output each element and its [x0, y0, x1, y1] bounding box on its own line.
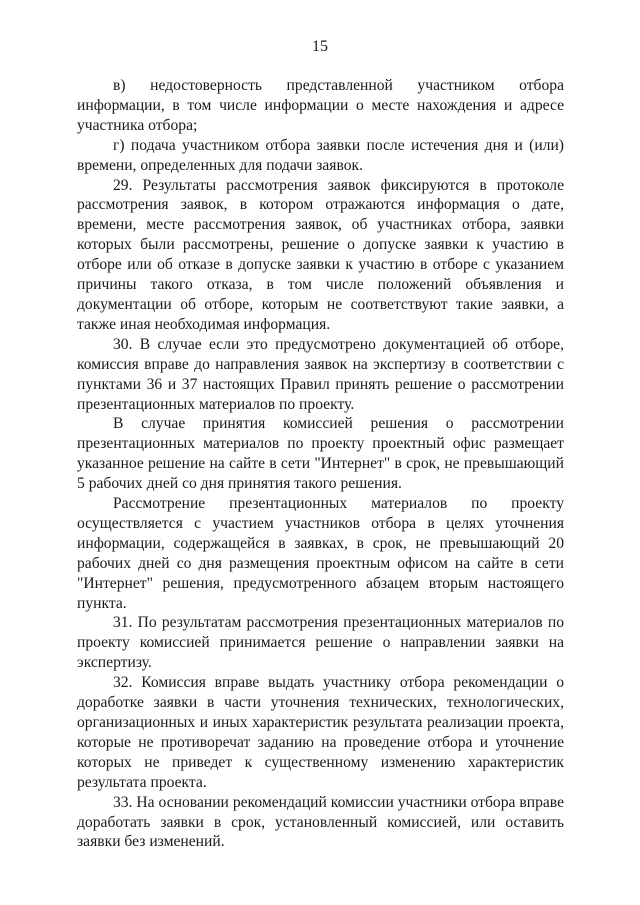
paragraph-item-g: г) подача участником отбора заявки после истечения дня и (или) времени, определенных для подачи заявок. — [77, 136, 564, 174]
paragraph-30: 30. В случае если это предусмотрено документацией об отборе, комиссия вправе до направления заявок на экспертизу в соответствии с пунктами 36 и 37 настоящих Правил принять решение о рассмотрении презентационных материалов по проекту. — [77, 335, 564, 413]
paragraph-29: 29. Результаты рассмотрения заявок фиксируются в протоколе рассмотрения заявок, в котором отражаются информация о дате, времени, месте рассмотрения заявок, об участниках отбора, заявки которых были рассмотрены, решение о допуске заявки к участию в отборе или об отказе в допуске заявки к участию в отборе с указанием причины такого отказа, в том числе положений объявления и документации об отборе, которым не соответствуют такие заявки, а также иная необходимая информация. — [77, 176, 564, 333]
page-number: 15 — [312, 38, 328, 55]
paragraph-30-third: Рассмотрение презентационных материалов по проекту осуществляется с участием участников отбора в целях уточнения информации, содержащейся в заявках, в срок, не превышающий 20 рабочих дней со дня размещения проектным офисом на сайте в сети "Интернет" решения, предусмотренного абзацем вторым настоящего пункта. — [77, 495, 564, 612]
paragraph-31: 31. По результатам рассмотрения презентационных материалов по проекту комиссией принимается решение о направлении заявки на экспертизу. — [77, 614, 564, 672]
paragraph-30-second: В случае принятия комиссией решения о рассмотрении презентационных материалов по проекту проектный офис размещает указанное решение на сайте в сети "Интернет" в срок, не превышающий 5 рабочих дней со дня принятия такого решения. — [77, 415, 564, 493]
document-body — [77, 76, 564, 852]
paragraph-item-v: в) недостоверность представленной участником отбора информации, в том числе информации о месте нахождения и адресе участника отбора; — [77, 77, 564, 134]
paragraph-33: 33. На основании рекомендаций комиссии участники отбора вправе доработать заявки в срок, установленный комиссией, или оставить заявки без изменений. — [77, 793, 564, 851]
paragraph-32: 32. Комиссия вправе выдать участнику отбора рекомендации о доработке заявки в части уточнения технических, технологических, организационных и иных характеристик результата реализации проекта, которые не противоречат заданию на проведение отбора и уточнение которых не приведет к существенному изменению характеристик результата проекта. — [77, 674, 564, 791]
